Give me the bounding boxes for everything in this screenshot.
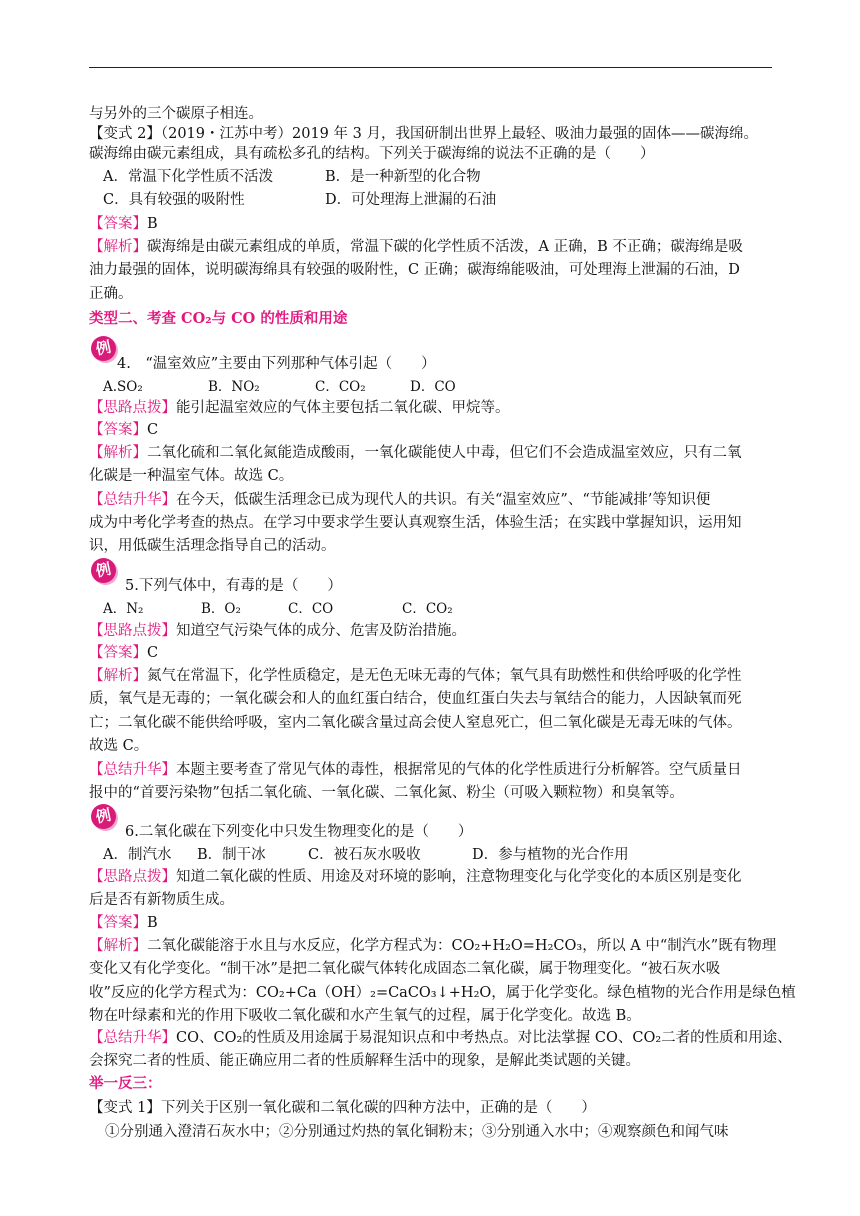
- example5-summary-line1: 【总结升华】本题主要考查了常见气体的毒性，根据常见的气体的化学性质进行分析解答。空气质量日: [89, 762, 742, 778]
- example6-explanation-line1: 【解析】二氧化碳能溶于水且与水反应，化学方程式为：CO₂+H₂O=H₂CO₃，所以 A 中“制汽水”既有物理: [89, 938, 777, 954]
- section-heading: 类型二、考查 CO₂与 CO 的性质和用途: [89, 310, 348, 327]
- example6-explanation-line2: 变化又有化学变化。“制干冰”是把二氧化碳气体转化成固态二氧化碳，属于物理变化。“被石灰水吸: [89, 961, 721, 977]
- variant2-question-line1: 【变式 2】（2019・江苏中考）2019 年 3 月，我国研制出世界上最轻、吸油力最强的固体——碳海绵。: [89, 126, 758, 142]
- example5-options: A．N₂ B．O₂ C．CO C．CO₂: [103, 601, 453, 617]
- example4-answer: 【答案】C: [89, 422, 159, 438]
- example6-explanation-line3: 收”反应的化学方程式为：CO₂+Ca（OH）₂=CaCO₃↓+H₂O，属于化学变化。绿色植物的光合作用是绿色植: [89, 985, 796, 1001]
- example6-tip-line1: 【思路点拨】知道二氧化碳的性质、用途及对环境的影响，注意物理变化与化学变化的本质区别是变化: [89, 869, 742, 885]
- variant2-tag: 【变式 2】: [89, 126, 161, 142]
- example-badge-icon: 例: [91, 804, 116, 829]
- example6-summary-line1: 【总结升华】CO、CO₂的性质及用途属于易混知识点和中考热点。对比法掌握 CO、CO₂二者的性质和用途、: [89, 1030, 792, 1046]
- example6-answer: 【答案】B: [89, 915, 158, 931]
- variant2-explanation-line2: 油力最强的固体，说明碳海绵具有较强的吸附性，C 正确；碳海绵能吸油，可处理海上泄漏的石油，D: [89, 262, 740, 278]
- example5-question: 5.下列气体中，有毒的是（ ）: [125, 578, 342, 594]
- example-badge-icon: 例: [91, 336, 116, 361]
- example5-explanation-line1: 【解析】氮气在常温下，化学性质稳定，是无色无味无毒的气体；氧气具有助燃性和供给呼吸的化学性: [89, 668, 742, 684]
- example6-summary-line2: 会探究二者的性质、能正确应用二者的性质解释生活中的现象，是解此类试题的关键。: [89, 1053, 640, 1069]
- header-rule: [89, 67, 772, 68]
- example4-summary-line2: 成为中考化学考查的热点。在学习中要求学生要认真观察生活，体验生活；在实践中掌握知识，运用知: [89, 515, 742, 531]
- practice-heading: 举一反三：: [89, 1075, 162, 1092]
- example6-question: 6.二氧化碳在下列变化中只发生物理变化的是（ ）: [125, 824, 473, 840]
- option-b: B．是一种新型的化合物: [325, 169, 481, 185]
- example5-explanation-line3: 亡；二氧化碳不能供给呼吸，室内二氧化碳含量过高会使人窒息死亡，但二氧化碳是无毒无味的气体。: [89, 715, 742, 731]
- example-badge-icon: 例: [91, 558, 116, 583]
- example4-explanation-line1: 【解析】二氧化硫和二氧化氮能造成酸雨，一氧化碳能使人中毒，但它们不会造成温室效应，只有二氧: [89, 445, 742, 461]
- option-a: A．常温下化学性质不活泼: [103, 169, 273, 185]
- variant2-options-row1: [103, 167, 481, 187]
- explanation-tag: 【解析】: [89, 239, 147, 255]
- answer-tag: 【答案】: [89, 216, 147, 232]
- variant2-answer: 【答案】B: [89, 216, 158, 232]
- example4-question: 4. “温室效应”主要由下列那种气体引起（ ）: [117, 356, 436, 372]
- example4-summary-line1: 【总结升华】在今天，低碳生活理念已成为现代人的共识。有关“温室效应”、“节能减排’等知识便: [89, 492, 711, 508]
- option-c: C．具有较强的吸附性: [103, 192, 245, 208]
- variant2-options-row2: [103, 190, 496, 210]
- example5-summary-line2: 报中的“首要污染物”包括二氧化硫、一氧化碳、二氧化氮、粉尘（可吸入颗粒物）和臭氧等。: [89, 785, 684, 801]
- example6-explanation-line4: 物在叶绿素和光的作用下吸收二氧化碳和水产生氧气的过程，属于化学变化。故选 B。: [89, 1008, 641, 1024]
- variant1-methods: ①分别通入澄清石灰水中；②分别通过灼热的氧化铜粉末；③分别通入水中；④观察颜色和闻气味: [105, 1124, 729, 1140]
- option-d: D．可处理海上泄漏的石油: [325, 192, 497, 208]
- example4-tip: 【思路点拨】能引起温室效应的气体主要包括二氧化碳、甲烷等。: [89, 400, 510, 416]
- example5-explanation-line2: 质，氧气是无毒的；一氧化碳会和人的血红蛋白结合，使血红蛋白失去与氧结合的能力，人因缺氧而死: [89, 691, 742, 707]
- example4-explanation-line2: 化碳是一种温室气体。故选 C。: [89, 468, 294, 484]
- example5-explanation-line4: 故选 C。: [89, 738, 149, 754]
- example5-answer: 【答案】C: [89, 645, 159, 661]
- example6-options: A．制汽水 B．制干冰 C．被石灰水吸收 D．参与植物的光合作用: [103, 847, 629, 863]
- example4-summary-line3: 识，用低碳生活理念指导自己的活动。: [89, 538, 336, 554]
- intro-line: 与另外的三个碳原子相连。: [89, 106, 263, 122]
- variant1-question: 【变式 1】下列关于区别一氧化碳和二氧化碳的四种方法中，正确的是（ ）: [89, 1100, 596, 1116]
- variant2-explanation-line1: 【解析】碳海绵是由碳元素组成的单质，常温下碳的化学性质不活泼，A 正确，B 不正确；碳海绵是吸: [89, 239, 743, 255]
- example4-options: A.SO₂ B．NO₂ C．CO₂ D．CO: [103, 379, 456, 395]
- variant2-explanation-line3: 正确。: [89, 286, 133, 302]
- example5-tip: 【思路点拨】知道空气污染气体的成分、危害及防治措施。: [89, 623, 466, 639]
- variant2-question-line2: 碳海绵由碳元素组成，具有疏松多孔的结构。下列关于碳海绵的说法不正确的是（ ）: [89, 146, 655, 162]
- example6-tip-line2: 后是否有新物质生成。: [89, 892, 234, 908]
